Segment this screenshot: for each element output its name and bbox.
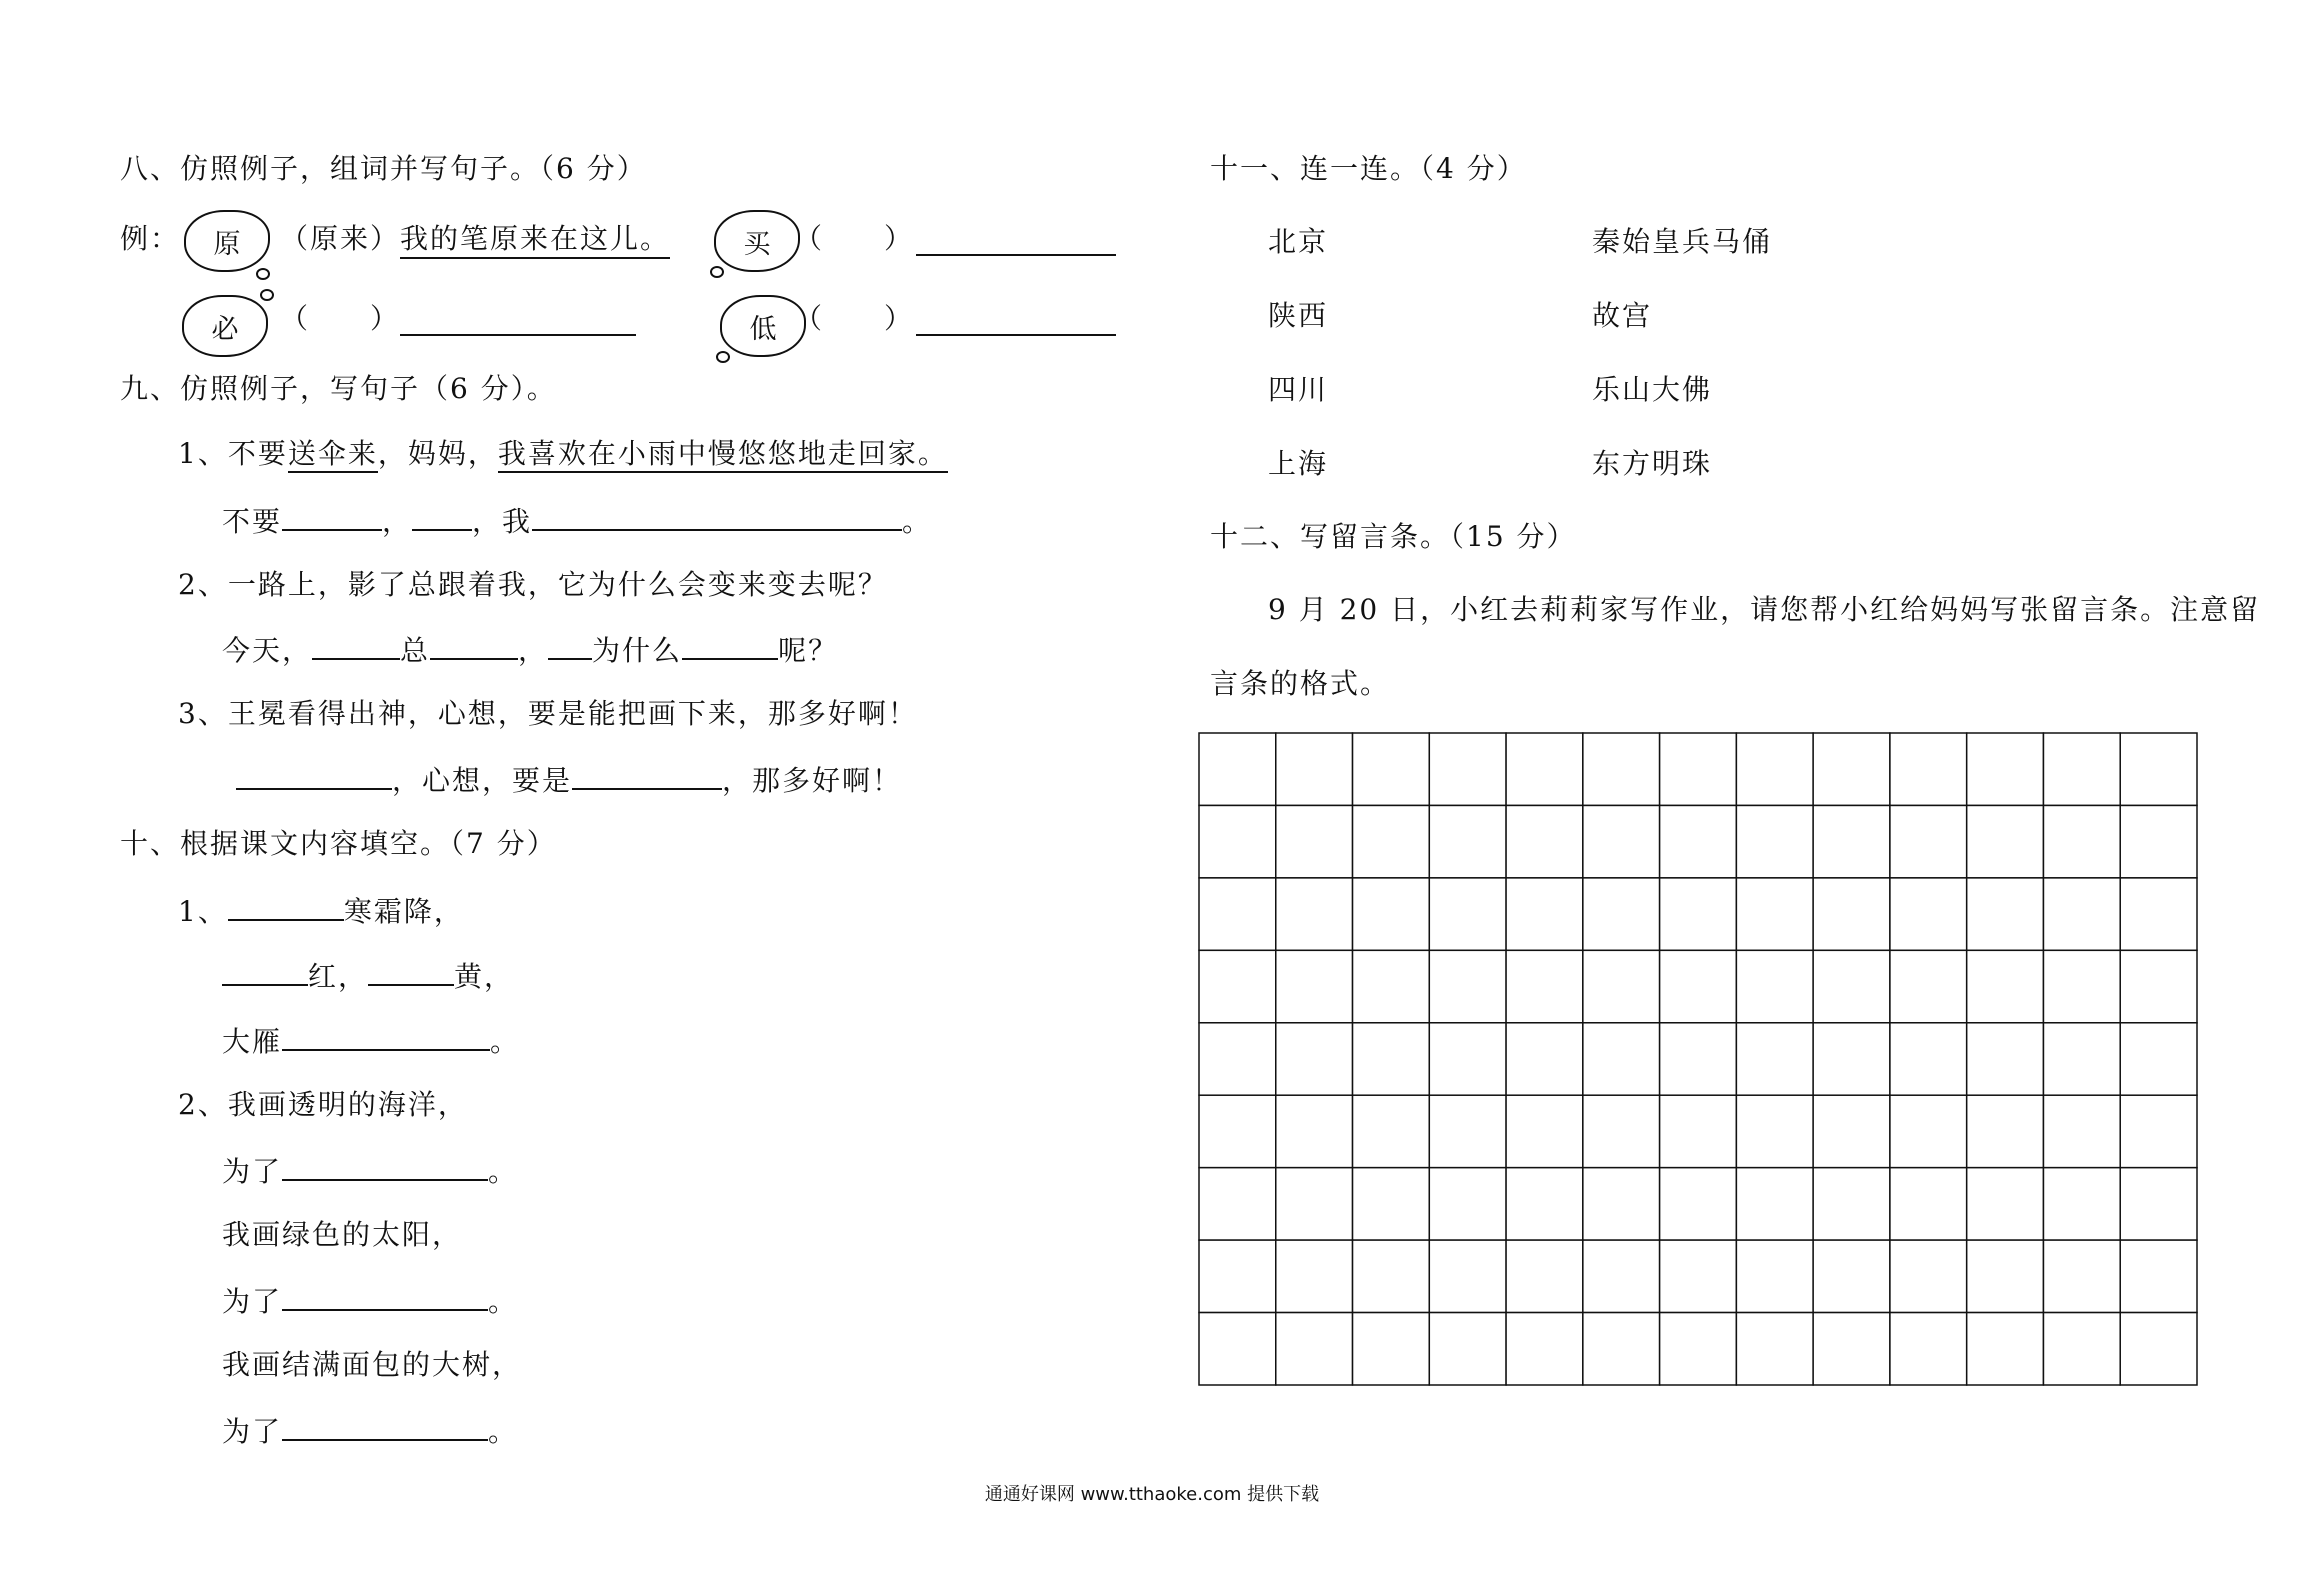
grid-cell[interactable] [1967, 1313, 2044, 1385]
q10-2-line6 [222, 1413, 518, 1449]
grid-cell[interactable] [1890, 950, 1967, 1022]
section-12-prompt-2: 言条的格式。 [1210, 667, 1391, 700]
grid-cell[interactable] [1353, 1240, 1430, 1312]
q10-2-line1: 2、我画透明的海洋， [178, 1088, 468, 1121]
grid-cell[interactable] [2120, 805, 2197, 877]
grid-cell[interactable] [1276, 1095, 1353, 1167]
grid-cell[interactable] [1967, 805, 2044, 877]
example-sentence: 我的笔原来在这儿。 [400, 222, 670, 259]
match-left-2[interactable]: 陕西 [1268, 299, 1329, 332]
grid-cell[interactable] [1199, 1023, 1276, 1095]
q9-3: 3、王冕看得出神，心想，要是能把画下来，那多好啊！ [178, 697, 918, 730]
grid-cell[interactable] [2043, 1023, 2120, 1095]
grid-cell[interactable] [2120, 878, 2197, 950]
grid-cell[interactable] [1429, 950, 1506, 1022]
grid-cell[interactable] [1276, 805, 1353, 877]
q10-1-period: 。 [490, 1025, 521, 1058]
blank-s8-2[interactable] [400, 308, 636, 336]
grid-cell[interactable] [2120, 1023, 2197, 1095]
blank-q9-1-a[interactable] [282, 503, 382, 531]
q9-1-fill-c: ，我 [472, 505, 533, 538]
grid-cell[interactable] [1583, 1240, 1660, 1312]
grid-cell[interactable] [1353, 733, 1430, 805]
grid-cell[interactable] [1813, 950, 1890, 1022]
grid-cell[interactable] [1890, 1313, 1967, 1385]
grid-cell[interactable] [1429, 733, 1506, 805]
grid-cell[interactable] [1429, 1313, 1506, 1385]
grid-cell[interactable] [1967, 1023, 2044, 1095]
blank-s8-1[interactable] [916, 228, 1116, 256]
grid-cell[interactable] [2043, 1313, 2120, 1385]
grid-cell[interactable] [1429, 805, 1506, 877]
q10-1-num: 1、 [178, 895, 228, 928]
q10-1-line1 [178, 893, 464, 929]
char-cloud-1 [714, 210, 800, 272]
grid-cell[interactable] [1890, 1168, 1967, 1240]
grid-cell[interactable] [1199, 805, 1276, 877]
grid-cell[interactable] [1199, 733, 1276, 805]
example-char: 原 [213, 228, 241, 260]
grid-cell[interactable] [1276, 733, 1353, 805]
char-2: 必 [211, 313, 239, 345]
match-right-1[interactable]: 秦始皇兵马俑 [1592, 225, 1773, 258]
blank-q9-1-b[interactable] [412, 503, 472, 531]
q9-2-fill-b: 总 [400, 634, 431, 667]
section-12-prompt-1: 9 月 20 日，小红去莉莉家写作业，请您帮小红给妈妈写张留言条。注意留 [1268, 593, 2261, 626]
grid-cell[interactable] [1813, 1240, 1890, 1312]
q9-1-fill-b: ， [382, 505, 413, 538]
grid-cell[interactable] [1506, 805, 1583, 877]
example-label: 例： [120, 222, 181, 255]
period-3: 。 [488, 1285, 519, 1318]
blank-q9-3-b[interactable] [572, 762, 722, 790]
q10-2-line3: 我画绿色的太阳， [222, 1218, 463, 1251]
q10-2-line2 [222, 1153, 518, 1189]
grid-cell[interactable] [2120, 950, 2197, 1022]
grid-cell[interactable] [1660, 1095, 1737, 1167]
blank-q10-1-c[interactable] [368, 958, 454, 986]
grid-cell[interactable] [1506, 1095, 1583, 1167]
grid-cell[interactable] [2043, 733, 2120, 805]
grid-cell[interactable] [1660, 805, 1737, 877]
blank-q10-1-b[interactable] [222, 958, 308, 986]
grid-cell[interactable] [1813, 805, 1890, 877]
blank-q9-2-c[interactable] [548, 632, 592, 660]
section-12-title: 十二、写留言条。（15 分） [1210, 520, 1577, 553]
grid-cell[interactable] [2043, 1168, 2120, 1240]
q10-1-text: 寒霜降， [343, 895, 464, 928]
q9-3-fill-c: ，那多好啊！ [722, 764, 903, 797]
grid-cell[interactable] [1967, 950, 2044, 1022]
grid-cell[interactable] [1353, 878, 1430, 950]
grid-cell[interactable] [1276, 1240, 1353, 1312]
match-right-2[interactable]: 故宫 [1592, 299, 1653, 332]
grid-cell[interactable] [1429, 1168, 1506, 1240]
grid-cell[interactable] [1813, 1023, 1890, 1095]
match-right-4[interactable]: 东方明珠 [1592, 447, 1713, 480]
q9-1-underlined-1: 送伞来 [288, 437, 378, 473]
q10-2-line5: 我画结满面包的大树， [222, 1348, 523, 1381]
q9-2-fill-c: ， [518, 634, 549, 667]
grid-cell[interactable] [1813, 878, 1890, 950]
paren-2: （ ） [280, 302, 401, 335]
q9-2-fill-a: 今天， [222, 634, 313, 667]
grid-cell[interactable] [2120, 1095, 2197, 1167]
example-word: （原来） [280, 222, 401, 255]
blank-q10-2-b[interactable] [282, 1283, 488, 1311]
weile-3: 为了 [222, 1415, 283, 1448]
grid-cell[interactable] [1429, 878, 1506, 950]
q9-3-fill-b: ，心想，要是 [392, 764, 573, 797]
grid-cell[interactable] [1199, 878, 1276, 950]
grid-cell[interactable] [1736, 1240, 1813, 1312]
grid-cell[interactable] [1736, 878, 1813, 950]
grid-cell[interactable] [1660, 1168, 1737, 1240]
grid-cell[interactable] [1813, 1095, 1890, 1167]
q9-2-fill-e: 呢？ [778, 634, 839, 667]
q10-1-line2 [222, 958, 514, 994]
grid-cell[interactable] [1583, 1095, 1660, 1167]
grid-cell[interactable] [1890, 733, 1967, 805]
grid-cell[interactable] [1736, 950, 1813, 1022]
blank-q10-1-a[interactable] [228, 893, 344, 921]
grid-cell[interactable] [1736, 1168, 1813, 1240]
q9-1-prefix: 1、不要 [178, 437, 288, 470]
grid-cell[interactable] [1199, 1313, 1276, 1385]
blank-q9-1-c[interactable] [532, 503, 902, 531]
q9-1-mid: ，妈妈， [377, 437, 498, 470]
grid-cell[interactable] [1199, 1095, 1276, 1167]
q10-1-line3 [222, 1023, 520, 1059]
q9-2-fill [222, 632, 838, 668]
grid-cell[interactable] [1967, 878, 2044, 950]
grid-cell[interactable] [1890, 1095, 1967, 1167]
section-11-title: 十一、连一连。（4 分） [1210, 152, 1527, 185]
match-right-3[interactable]: 乐山大佛 [1592, 373, 1713, 406]
grid-cell[interactable] [2043, 878, 2120, 950]
grid-cell[interactable] [2043, 1240, 2120, 1312]
paren-3: （ ） [794, 302, 915, 335]
grid-cell[interactable] [1506, 733, 1583, 805]
grid-cell[interactable] [1506, 1313, 1583, 1385]
q9-3-fill [236, 762, 902, 798]
section-10-title: 十、根据课文内容填空。（7 分） [120, 827, 557, 860]
q10-1-dayan: 大雁 [222, 1025, 283, 1058]
grid-cell[interactable] [1967, 733, 2044, 805]
grid-cell[interactable] [1583, 1023, 1660, 1095]
q10-1-yellow: 黄， [454, 960, 515, 993]
blank-q9-2-b[interactable] [430, 632, 518, 660]
grid-cell[interactable] [1583, 805, 1660, 877]
blank-q10-2-a[interactable] [282, 1153, 488, 1181]
grid-cell[interactable] [1276, 1313, 1353, 1385]
grid-cell[interactable] [1276, 878, 1353, 950]
grid-cell[interactable] [1736, 1095, 1813, 1167]
q9-1-fill [222, 503, 932, 539]
blank-q10-1-d[interactable] [282, 1023, 490, 1051]
blank-s8-3[interactable] [916, 308, 1116, 336]
grid-cell[interactable] [1890, 805, 1967, 877]
grid-cell[interactable] [1660, 1313, 1737, 1385]
grid-cell[interactable] [1660, 878, 1737, 950]
grid-cell[interactable] [1967, 1168, 2044, 1240]
match-left-1[interactable]: 北京 [1268, 225, 1329, 258]
match-left-3[interactable]: 四川 [1268, 373, 1329, 406]
section-8-title: 八、仿照例子，组词并写句子。（6 分） [120, 152, 647, 185]
char-cloud-2 [182, 295, 268, 357]
grid-cell[interactable] [1506, 950, 1583, 1022]
grid-cell[interactable] [1353, 1313, 1430, 1385]
grid-cell[interactable] [1813, 733, 1890, 805]
grid-cell[interactable] [1583, 878, 1660, 950]
grid-cell[interactable] [2120, 1240, 2197, 1312]
grid-cell[interactable] [1506, 878, 1583, 950]
grid-cell[interactable] [2043, 950, 2120, 1022]
q9-1-underlined-2: 我喜欢在小雨中慢悠悠地走回家。 [498, 437, 948, 473]
grid-cell[interactable] [1429, 1095, 1506, 1167]
char-1: 买 [743, 228, 771, 260]
grid-cell[interactable] [1890, 1023, 1967, 1095]
grid-cell[interactable] [1353, 1023, 1430, 1095]
grid-cell[interactable] [1429, 1023, 1506, 1095]
blank-q9-2-d[interactable] [682, 632, 778, 660]
grid-cell[interactable] [1353, 1095, 1430, 1167]
period-2: 。 [488, 1155, 519, 1188]
grid-cell[interactable] [1276, 950, 1353, 1022]
grid-cell[interactable] [1583, 1313, 1660, 1385]
q10-1-red: 红， [308, 960, 369, 993]
grid-cell[interactable] [1276, 1168, 1353, 1240]
char-3: 低 [749, 313, 777, 345]
example-char-cloud [184, 210, 270, 272]
grid-cell[interactable] [1967, 1095, 2044, 1167]
grid-cell[interactable] [2120, 733, 2197, 805]
grid-cell[interactable] [1199, 1168, 1276, 1240]
grid-cell[interactable] [1890, 878, 1967, 950]
grid-cell[interactable] [1736, 1023, 1813, 1095]
grid-cell[interactable] [1660, 950, 1737, 1022]
grid-cell[interactable] [1660, 733, 1737, 805]
section-9-title: 九、仿照例子，写句子（6 分）。 [120, 372, 557, 405]
grid-cell[interactable] [1353, 805, 1430, 877]
blank-q9-2-a[interactable] [312, 632, 400, 660]
grid-cell[interactable] [2043, 805, 2120, 877]
q9-2-fill-d: 为什么 [592, 634, 683, 667]
grid-cell[interactable] [1506, 1240, 1583, 1312]
grid-cell[interactable] [1813, 1168, 1890, 1240]
grid-cell[interactable] [1199, 950, 1276, 1022]
grid-cell[interactable] [1506, 1168, 1583, 1240]
grid-cell[interactable] [1660, 1023, 1737, 1095]
grid-cell[interactable] [2120, 1168, 2197, 1240]
grid-cell[interactable] [2043, 1095, 2120, 1167]
footer: 通通好课网 www.tthaoke.com 提供下载 [984, 1484, 1320, 1505]
q9-1-fill-d: 。 [902, 505, 933, 538]
grid-cell[interactable] [1736, 733, 1813, 805]
grid-cell[interactable] [1353, 1168, 1430, 1240]
grid-cell[interactable] [1736, 805, 1813, 877]
writing-grid[interactable] [1198, 732, 2198, 1386]
q10-2-line4 [222, 1283, 518, 1319]
grid-cell[interactable] [1967, 1240, 2044, 1312]
grid-cell[interactable] [1583, 733, 1660, 805]
grid-cell[interactable] [1583, 950, 1660, 1022]
blank-q10-2-c[interactable] [282, 1413, 488, 1441]
grid-cell[interactable] [1429, 1240, 1506, 1312]
grid-cell[interactable] [2120, 1313, 2197, 1385]
grid-cell[interactable] [1813, 1313, 1890, 1385]
paren-1: （ ） [794, 222, 915, 255]
blank-q9-3-a[interactable] [236, 762, 392, 790]
period-4: 。 [488, 1415, 519, 1448]
grid-cell[interactable] [1353, 950, 1430, 1022]
grid-cell[interactable] [1736, 1313, 1813, 1385]
match-left-4[interactable]: 上海 [1268, 447, 1329, 480]
grid-cell[interactable] [1506, 1023, 1583, 1095]
weile-1: 为了 [222, 1155, 283, 1188]
grid-cell[interactable] [1276, 1023, 1353, 1095]
grid-cell[interactable] [1660, 1240, 1737, 1312]
q9-1-fill-a: 不要 [222, 505, 283, 538]
grid-cell[interactable] [1199, 1240, 1276, 1312]
q9-1 [178, 437, 948, 471]
grid-cell[interactable] [1890, 1240, 1967, 1312]
weile-2: 为了 [222, 1285, 283, 1318]
grid-cell[interactable] [1583, 1168, 1660, 1240]
q9-2: 2、一路上，影了总跟着我，它为什么会变来变去呢？ [178, 568, 888, 601]
